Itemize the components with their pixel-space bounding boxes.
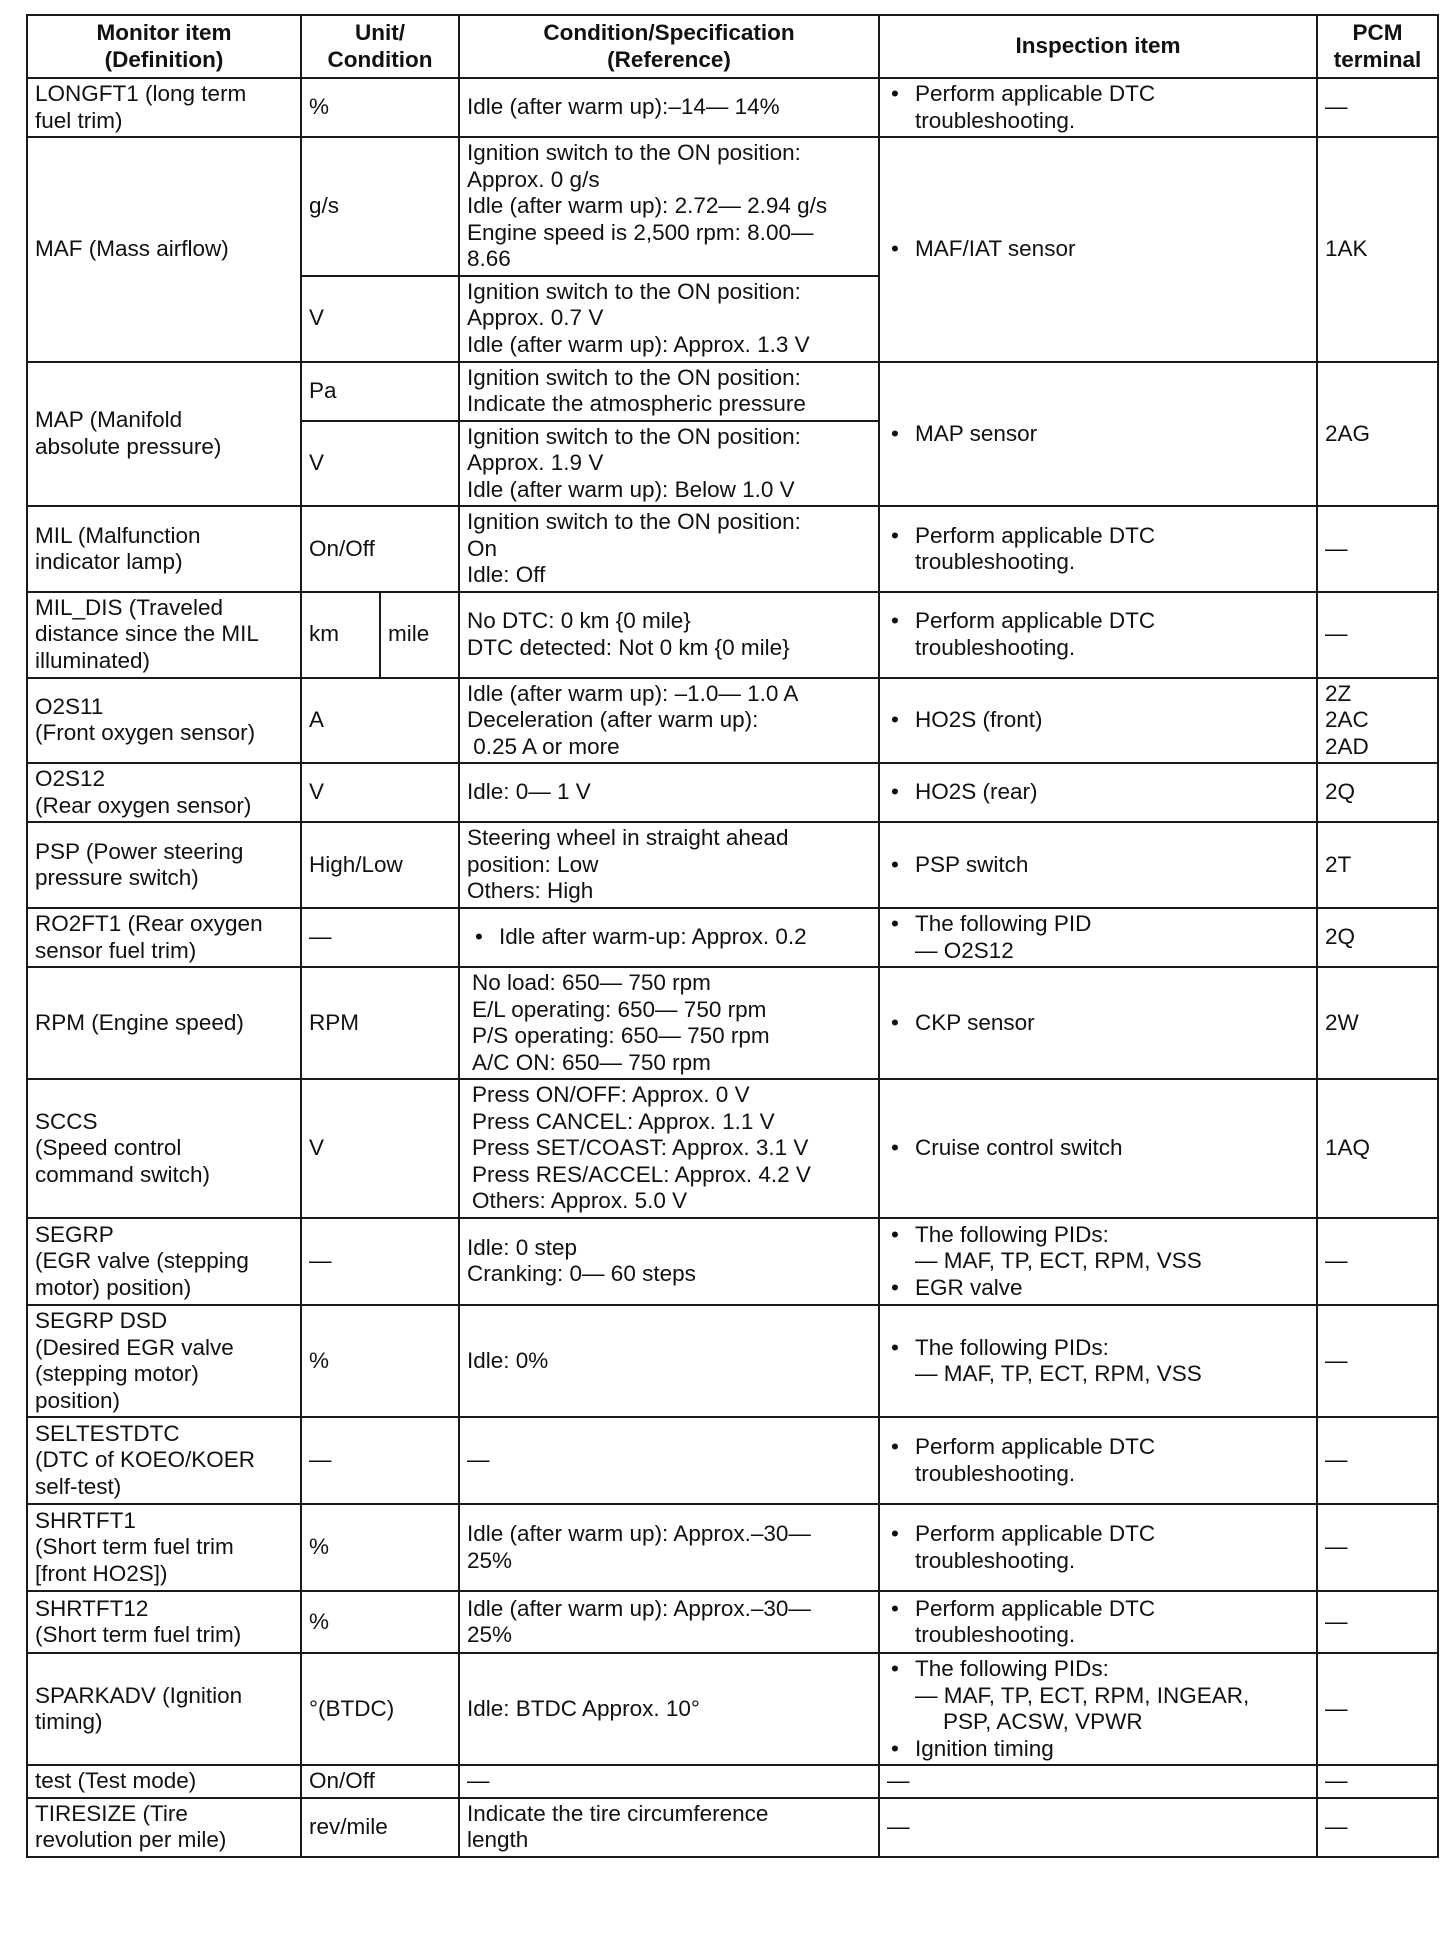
spec-cell: Idle (after warm up):–14— 14% [459, 78, 879, 137]
inspection-cell: — [879, 1765, 1317, 1798]
monitor-item-cell: test (Test mode) [27, 1765, 301, 1798]
pcm-terminal-cell: — [1317, 1504, 1438, 1591]
table-row [27, 1417, 1438, 1504]
spec-cell: Press ON/OFF: Approx. 0 V Press CANCEL: Approx. 1.1 V Press SET/COAST: Approx. 3.1 V Press RES/ACCEL: Approx. 4.2 V Others: Approx. 5.0 V [459, 1079, 879, 1218]
spec-cell: — [459, 1765, 879, 1798]
table-row [27, 1653, 1438, 1765]
spec-cell: Ignition switch to the ON position: Approx. 1.9 V Idle (after warm up): Below 1.0 V [459, 421, 879, 507]
unit-cell: Pa [301, 362, 459, 421]
unit-cell: V [301, 763, 459, 822]
spec-cell: Ignition switch to the ON position: Indicate the atmospheric pressure [459, 362, 879, 421]
table-row [27, 1504, 1438, 1591]
table-row [27, 506, 1438, 592]
monitor-item-cell: LONGFT1 (long term fuel trim) [27, 78, 301, 137]
header-monitor-item: Monitor item (Definition) [27, 15, 301, 78]
unit-cell: rev/mile [301, 1798, 459, 1857]
table-row [27, 1765, 1438, 1798]
table-row [27, 763, 1438, 822]
spec-cell: Idle: 0% [459, 1305, 879, 1417]
inspection-cell: • PSP switch [879, 822, 1317, 908]
unit-cell: — [301, 1417, 459, 1504]
monitor-item-cell: MAP (Manifold absolute pressure) [27, 362, 301, 507]
header-row [27, 15, 1438, 78]
inspection-cell: • HO2S (front) [879, 678, 1317, 764]
monitor-item-cell: O2S11 (Front oxygen sensor) [27, 678, 301, 764]
spec-cell: — [459, 1417, 879, 1504]
unit-cell: V [301, 421, 459, 507]
pcm-terminal-cell: 2T [1317, 822, 1438, 908]
spec-cell: Steering wheel in straight ahead position: Low Others: High [459, 822, 879, 908]
inspection-cell: • Perform applicable DTC troubleshooting. [879, 78, 1317, 137]
inspection-cell: • Perform applicable DTC troubleshooting. [879, 1591, 1317, 1653]
monitor-item-cell: O2S12 (Rear oxygen sensor) [27, 763, 301, 822]
header-inspection: Inspection item [879, 15, 1317, 78]
monitor-item-cell: RO2FT1 (Rear oxygen sensor fuel trim) [27, 908, 301, 967]
table-row [27, 1305, 1438, 1417]
unit-cell: RPM [301, 967, 459, 1079]
header-pcm-terminal: PCM terminal [1317, 15, 1438, 78]
pcm-terminal-cell: — [1317, 1218, 1438, 1305]
header-condition: Condition/Specification (Reference) [459, 15, 879, 78]
pcm-terminal-cell: 2Q [1317, 908, 1438, 967]
pcm-terminal-cell: 1AK [1317, 137, 1438, 361]
pcm-terminal-cell: — [1317, 592, 1438, 678]
pcm-terminal-cell: 2AG [1317, 362, 1438, 507]
pcm-terminal-cell: — [1317, 1305, 1438, 1417]
inspection-cell: • Cruise control switch [879, 1079, 1317, 1218]
table-row [27, 1079, 1438, 1218]
monitor-item-cell: TIRESIZE (Tire revolution per mile) [27, 1798, 301, 1857]
spec-cell: Ignition switch to the ON position: Approx. 0 g/s Idle (after warm up): 2.72— 2.94 g/s Engine speed is 2,500 rpm: 8.00— 8.66 [459, 137, 879, 276]
spec-cell: Idle: BTDC Approx. 10° [459, 1653, 879, 1765]
monitor-item-cell: SELTESTDTC (DTC of KOEO/KOER self-test) [27, 1417, 301, 1504]
inspection-cell: — [879, 1798, 1317, 1857]
unit-cell: V [301, 276, 459, 362]
table-row [27, 137, 1438, 276]
unit-cell: High/Low [301, 822, 459, 908]
inspection-cell: • Perform applicable DTC troubleshooting. [879, 592, 1317, 678]
spec-cell: • Idle after warm-up: Approx. 0.2 [459, 908, 879, 967]
pid-monitor-table [26, 14, 1439, 1858]
pcm-terminal-cell: — [1317, 506, 1438, 592]
monitor-item-cell: SPARKADV (Ignition timing) [27, 1653, 301, 1765]
spec-cell: No load: 650— 750 rpm E/L operating: 650— 750 rpm P/S operating: 650— 750 rpm A/C ON: 650— 750 rpm [459, 967, 879, 1079]
table-row [27, 822, 1438, 908]
monitor-item-cell: SHRTFT1 (Short term fuel trim [front HO2S]) [27, 1504, 301, 1591]
unit-cell: °(BTDC) [301, 1653, 459, 1765]
spec-cell: Ignition switch to the ON position: On Idle: Off [459, 506, 879, 592]
monitor-item-cell: SEGRP (EGR valve (stepping motor) position) [27, 1218, 301, 1305]
unit-cell: V [301, 1079, 459, 1218]
inspection-cell: • CKP sensor [879, 967, 1317, 1079]
table-row [27, 1798, 1438, 1857]
spec-cell: Ignition switch to the ON position: Approx. 0.7 V Idle (after warm up): Approx. 1.3 V [459, 276, 879, 362]
inspection-cell: • HO2S (rear) [879, 763, 1317, 822]
monitor-item-cell: SEGRP DSD (Desired EGR valve (stepping motor) position) [27, 1305, 301, 1417]
unit-cell: A [301, 678, 459, 764]
pcm-terminal-cell: — [1317, 1417, 1438, 1504]
unit-cell-mile: mile [380, 592, 459, 678]
monitor-item-cell: MIL_DIS (Traveled distance since the MIL illuminated) [27, 592, 301, 678]
table-row [27, 362, 1438, 421]
inspection-cell: • The following PIDs: — MAF, TP, ECT, RPM, INGEAR, PSP, ACSW, VPWR • Ignition timing [879, 1653, 1317, 1765]
pcm-terminal-cell: — [1317, 1798, 1438, 1857]
pcm-terminal-cell: — [1317, 1653, 1438, 1765]
unit-cell-km: km [301, 592, 380, 678]
table-row [27, 592, 1438, 678]
inspection-cell: • MAP sensor [879, 362, 1317, 507]
pcm-terminal-cell: — [1317, 1591, 1438, 1653]
monitor-item-cell: SCCS (Speed control command switch) [27, 1079, 301, 1218]
table-row [27, 78, 1438, 137]
pcm-terminal-cell: 2Q [1317, 763, 1438, 822]
table-row [27, 1218, 1438, 1305]
spec-cell: Idle (after warm up): Approx.–30— 25% [459, 1504, 879, 1591]
pcm-terminal-cell: — [1317, 1765, 1438, 1798]
monitor-item-cell: PSP (Power steering pressure switch) [27, 822, 301, 908]
monitor-item-cell: RPM (Engine speed) [27, 967, 301, 1079]
unit-cell: — [301, 1218, 459, 1305]
spec-cell: Idle (after warm up): Approx.–30— 25% [459, 1591, 879, 1653]
monitor-item-cell: MAF (Mass airflow) [27, 137, 301, 361]
inspection-cell: • The following PID — O2S12 [879, 908, 1317, 967]
inspection-cell: • Perform applicable DTC troubleshooting. [879, 1417, 1317, 1504]
inspection-cell: • MAF/IAT sensor [879, 137, 1317, 361]
pcm-terminal-cell: 2W [1317, 967, 1438, 1079]
inspection-cell: • Perform applicable DTC troubleshooting. [879, 506, 1317, 592]
spec-cell: Idle (after warm up): –1.0— 1.0 A Deceleration (after warm up): 0.25 A or more [459, 678, 879, 764]
spec-cell: Idle: 0 step Cranking: 0— 60 steps [459, 1218, 879, 1305]
header-unit: Unit/ Condition [301, 15, 459, 78]
unit-cell: % [301, 1305, 459, 1417]
table-row [27, 678, 1438, 764]
unit-cell: On/Off [301, 506, 459, 592]
unit-cell: % [301, 78, 459, 137]
inspection-cell: • The following PIDs: — MAF, TP, ECT, RPM, VSS • EGR valve [879, 1218, 1317, 1305]
unit-cell: On/Off [301, 1765, 459, 1798]
pcm-terminal-cell: — [1317, 78, 1438, 137]
inspection-cell: • Perform applicable DTC troubleshooting. [879, 1504, 1317, 1591]
unit-cell: g/s [301, 137, 459, 276]
inspection-cell: • The following PIDs: — MAF, TP, ECT, RPM, VSS [879, 1305, 1317, 1417]
monitor-item-cell: MIL (Malfunction indicator lamp) [27, 506, 301, 592]
unit-cell: % [301, 1504, 459, 1591]
monitor-item-cell: SHRTFT12 (Short term fuel trim) [27, 1591, 301, 1653]
table-row [27, 908, 1438, 967]
unit-cell: % [301, 1591, 459, 1653]
spec-cell: Idle: 0— 1 V [459, 763, 879, 822]
table-row [27, 967, 1438, 1079]
table-row [27, 1591, 1438, 1653]
pcm-terminal-cell: 1AQ [1317, 1079, 1438, 1218]
unit-cell: — [301, 908, 459, 967]
pcm-terminal-cell: 2Z 2AC 2AD [1317, 678, 1438, 764]
spec-cell: No DTC: 0 km {0 mile} DTC detected: Not 0 km {0 mile} [459, 592, 879, 678]
spec-cell: Indicate the tire circumference length [459, 1798, 879, 1857]
